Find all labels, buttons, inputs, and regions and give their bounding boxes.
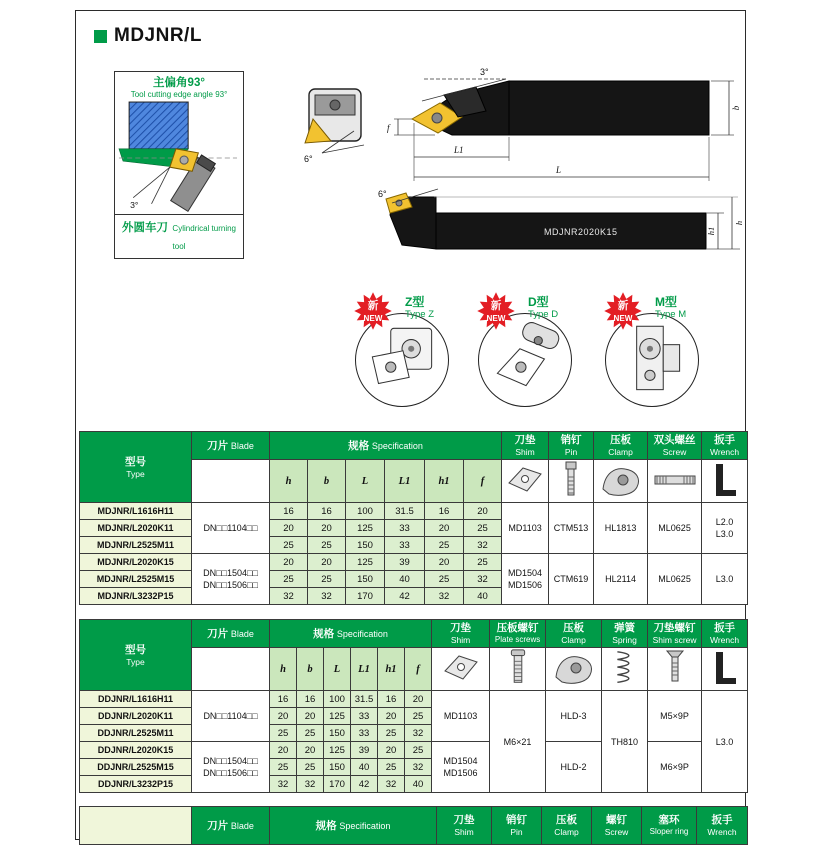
clamp-cell: HLD-2 (546, 742, 602, 793)
col-h: h (270, 648, 297, 691)
header-plate-screws: 压板螺钉 Plate screws (490, 620, 546, 648)
insert-screw-icon (432, 113, 442, 123)
svg-text:NEW: NEW (486, 314, 506, 323)
val-f: 25 (464, 554, 502, 571)
val-L1: 31.5 (351, 691, 378, 708)
badge-type-d (476, 293, 576, 425)
page-title: MDJNR/L (114, 25, 202, 46)
spec-table-mdjnr (79, 431, 748, 605)
val-L1: 33 (385, 537, 425, 554)
shim-screw-cell: M5×9P (648, 691, 702, 742)
val-h: 16 (270, 691, 297, 708)
clamp-cell: HLD-3 (546, 691, 602, 742)
shim-screw-cell: M6×9P (648, 742, 702, 793)
model-cell: MDJNR/L1616H11 (80, 503, 192, 520)
plate-screw-icon-cell (490, 648, 546, 691)
col-h: h (270, 460, 308, 503)
header-shim: 刀垫 Shim (502, 432, 549, 460)
val-h1: 32 (378, 776, 405, 793)
wrench-icon (710, 648, 740, 688)
val-f: 25 (405, 708, 432, 725)
col-L1: L1 (351, 648, 378, 691)
header-blade: 刀片 Blade (192, 807, 270, 845)
model-cell: MDJNR/L2525M15 (80, 571, 192, 588)
val-b: 25 (308, 537, 346, 554)
col-f: f (464, 460, 502, 503)
clamp-cell: HL2114 (594, 554, 648, 605)
val-f: 25 (464, 520, 502, 537)
clamp-icon (552, 649, 596, 687)
val-b: 25 (297, 725, 324, 742)
badge-label: Z型 Type Z (405, 295, 435, 320)
workpiece-hatched (129, 102, 188, 149)
val-L1: 42 (385, 588, 425, 605)
val-h1: 20 (425, 554, 464, 571)
col-b: b (297, 648, 324, 691)
val-h: 32 (270, 588, 308, 605)
val-h: 25 (270, 759, 297, 776)
val-L: 150 (346, 537, 385, 554)
badge-label: M型 Type M (655, 295, 687, 320)
val-h: 25 (270, 725, 297, 742)
model-cell: MDJNR/L2020K15 (80, 554, 192, 571)
blade-spacer-cell (192, 648, 270, 691)
plate-screw-icon (505, 648, 531, 688)
dim-l-label: L (556, 165, 562, 175)
model-cell: MDJNR/L2020K11 (80, 520, 192, 537)
header-pin: 销钉 Pin (492, 807, 542, 845)
col-h1: h1 (425, 460, 464, 503)
header-screw: 螺钉 Screw (592, 807, 642, 845)
wrench-icon-cell (702, 648, 748, 691)
header-wrench: 扳手 Wrench (702, 432, 748, 460)
val-h: 20 (270, 708, 297, 725)
val-h1: 20 (378, 708, 405, 725)
badge-label: D型 Type D (528, 295, 559, 320)
header-spec: 规格 Specification (270, 432, 502, 460)
val-b: 32 (308, 588, 346, 605)
blade-cell: DN□□1504□□ DN□□1506□□ (192, 554, 270, 605)
dim-h-label: h (734, 220, 744, 226)
header-clamp: 压板 Clamp (546, 620, 602, 648)
val-f: 32 (405, 725, 432, 742)
val-h1: 16 (378, 691, 405, 708)
spring-icon-cell (602, 648, 648, 691)
clamp-icon-cell (546, 648, 602, 691)
val-h1: 20 (378, 742, 405, 759)
val-b: 20 (297, 742, 324, 759)
toolholder-top-view (294, 61, 746, 201)
val-f: 32 (464, 537, 502, 554)
val-h1: 25 (425, 537, 464, 554)
model-cell: DDJNR/L2020K15 (80, 742, 192, 759)
dim-h1-label: h1 (706, 226, 716, 236)
col-L: L (324, 648, 351, 691)
model-cell: DDJNR/L2020K11 (80, 708, 192, 725)
val-b: 25 (297, 759, 324, 776)
svg-text:NEW: NEW (363, 314, 383, 323)
header-spring: 弹簧 Spring (602, 620, 648, 648)
shim-cell: MD1504 MD1506 (502, 554, 549, 605)
svg-text:新: 新 (367, 300, 379, 313)
val-f: 32 (405, 759, 432, 776)
val-f: 20 (405, 691, 432, 708)
val-h: 20 (270, 520, 308, 537)
new-burst-icon (353, 291, 393, 331)
cutting-angle-panel (114, 71, 244, 259)
shim-icon-cell (502, 460, 549, 503)
header-shim: 刀垫 Shim (432, 620, 490, 648)
col-h1: h1 (378, 648, 405, 691)
pin-cell: CTM619 (549, 554, 594, 605)
panel-heading-cn: 主偏角93° (153, 77, 205, 89)
val-h1: 25 (378, 725, 405, 742)
shank-top (509, 81, 709, 135)
model-cell: DDJNR/L2525M15 (80, 759, 192, 776)
val-b: 20 (297, 708, 324, 725)
svg-text:新: 新 (490, 300, 502, 313)
model-cell: MDJNR/L2525M11 (80, 537, 192, 554)
val-h: 25 (270, 571, 308, 588)
header-clamp: 压板 Clamp (542, 807, 592, 845)
svg-text:NEW: NEW (613, 314, 633, 323)
val-L1: 33 (385, 520, 425, 537)
val-L1: 33 (351, 725, 378, 742)
col-L1: L1 (385, 460, 425, 503)
dim-l1-label: L1 (454, 145, 464, 155)
val-b: 32 (297, 776, 324, 793)
val-L: 170 (346, 588, 385, 605)
blade-spacer-cell (192, 460, 270, 503)
new-burst-icon (476, 291, 516, 331)
toolholder-side-view (376, 187, 746, 271)
svg-text:新: 新 (617, 300, 629, 313)
screw-cell: ML0625 (648, 554, 702, 605)
shim-cell: MD1504 MD1506 (432, 742, 490, 793)
clamp-cell: HL1813 (594, 503, 648, 554)
header-spec: 规格 Specification (270, 620, 432, 648)
badge-type-m (603, 293, 703, 425)
wrench-icon-cell (702, 460, 748, 503)
val-f: 25 (405, 742, 432, 759)
shim-icon (505, 461, 545, 499)
clamp-icon-cell (594, 460, 648, 503)
wrench-cell: L3.0 (702, 691, 748, 793)
model-engraving: MDJNR2020K15 (544, 227, 618, 237)
header-shim: 刀垫 Shim (437, 807, 492, 845)
val-b: 20 (308, 520, 346, 537)
angle-6-label: 6° (378, 189, 387, 199)
panel-caption-cn: 外圆车刀 (121, 222, 168, 234)
new-burst-icon (603, 291, 643, 331)
pin-icon (558, 460, 584, 500)
model-cell: MDJNR/L3232P15 (80, 588, 192, 605)
shim-icon (441, 649, 481, 687)
green-square-icon (94, 30, 107, 43)
val-h: 25 (270, 537, 308, 554)
val-L: 150 (324, 759, 351, 776)
val-L1: 31.5 (385, 503, 425, 520)
cylindrical-turning-diagram (115, 100, 243, 214)
model-cell: DDJNR/L3232P15 (80, 776, 192, 793)
val-L1: 39 (385, 554, 425, 571)
screw-cell: ML0625 (648, 503, 702, 554)
spec-table-ddjnr (79, 619, 748, 793)
header-blade: 刀片 Blade (192, 620, 270, 648)
val-L1: 39 (351, 742, 378, 759)
val-b: 20 (308, 554, 346, 571)
val-h: 16 (270, 503, 308, 520)
angle-3-label: 3° (130, 199, 139, 210)
panel-heading-en: Tool cutting edge angle 93° (130, 90, 228, 99)
type-spacer-cell (80, 807, 192, 845)
val-f: 32 (464, 571, 502, 588)
spring-icon (613, 648, 637, 688)
val-h: 20 (270, 554, 308, 571)
val-h1: 16 (425, 503, 464, 520)
clamp-icon (599, 461, 643, 499)
panel-caption-en: Cylindrical turning tool (172, 224, 237, 251)
header-sloper-ring: 塞环 Sloper ring (642, 807, 697, 845)
header-type: 型号 Type (80, 620, 192, 691)
stud-screw-icon-cell (648, 460, 702, 503)
spring-cell: TH810 (602, 691, 648, 793)
val-b: 25 (308, 571, 346, 588)
spec-table-3-header (79, 806, 748, 845)
stud-screw-icon (652, 468, 698, 492)
val-h1: 25 (425, 571, 464, 588)
model-cell: DDJNR/L2525M11 (80, 725, 192, 742)
shim-icon-cell (432, 648, 490, 691)
val-b: 16 (308, 503, 346, 520)
pin-icon-cell (549, 460, 594, 503)
val-L1: 33 (351, 708, 378, 725)
clamp-detail-icon (305, 89, 361, 143)
page-header (94, 25, 202, 47)
page-frame (75, 10, 746, 840)
header-clamp: 压板 Clamp (594, 432, 648, 460)
col-f: f (405, 648, 432, 691)
val-h: 32 (270, 776, 297, 793)
header-pin: 销钉 Pin (549, 432, 594, 460)
val-L1: 40 (351, 759, 378, 776)
val-L: 170 (324, 776, 351, 793)
shim-cell: MD1103 (502, 503, 549, 554)
header-blade: 刀片 Blade (192, 432, 270, 460)
plate-screw-cell: M6×21 (490, 691, 546, 793)
val-L: 125 (324, 708, 351, 725)
wrench-cell: L2.0 L3.0 (702, 503, 748, 554)
header-wrench: 扳手 Wrench (697, 807, 748, 845)
val-h1: 32 (425, 588, 464, 605)
blade-cell: DN□□1504□□ DN□□1506□□ (192, 742, 270, 793)
val-L1: 40 (385, 571, 425, 588)
header-wrench: 扳手 Wrench (702, 620, 748, 648)
dim-b-label: b (731, 105, 741, 111)
val-L: 100 (324, 691, 351, 708)
val-L: 150 (324, 725, 351, 742)
panel-caption (115, 214, 243, 258)
model-cell: DDJNR/L1616H11 (80, 691, 192, 708)
blade-cell: DN□□1104□□ (192, 503, 270, 554)
insert-screw-icon (180, 156, 188, 164)
val-h: 20 (270, 742, 297, 759)
shim-screw-icon (663, 648, 687, 688)
dim-f-label: f (387, 123, 390, 133)
header-type: 型号 Type (80, 432, 192, 503)
angle-3-label: 3° (480, 67, 489, 77)
val-b: 16 (297, 691, 324, 708)
badge-type-z (353, 293, 453, 425)
header-shim-screw: 刀垫螺钉 Shim screw (648, 620, 702, 648)
wrench-icon (710, 460, 740, 500)
header-screw: 双头螺丝 Screw (648, 432, 702, 460)
val-f: 40 (405, 776, 432, 793)
wrench-cell: L3.0 (702, 554, 748, 605)
val-L1: 42 (351, 776, 378, 793)
header-spec: 规格 Specification (270, 807, 437, 845)
val-L: 125 (346, 554, 385, 571)
val-f: 40 (464, 588, 502, 605)
blade-cell: DN□□1104□□ (192, 691, 270, 742)
val-f: 20 (464, 503, 502, 520)
val-h1: 25 (378, 759, 405, 776)
angle-6-label: 6° (304, 154, 313, 164)
col-b: b (308, 460, 346, 503)
val-L: 150 (346, 571, 385, 588)
shim-screw-icon-cell (648, 648, 702, 691)
val-L: 125 (324, 742, 351, 759)
val-L: 100 (346, 503, 385, 520)
shim-cell: MD1103 (432, 691, 490, 742)
col-L: L (346, 460, 385, 503)
val-L: 125 (346, 520, 385, 537)
pin-cell: CTM513 (549, 503, 594, 554)
val-h1: 20 (425, 520, 464, 537)
